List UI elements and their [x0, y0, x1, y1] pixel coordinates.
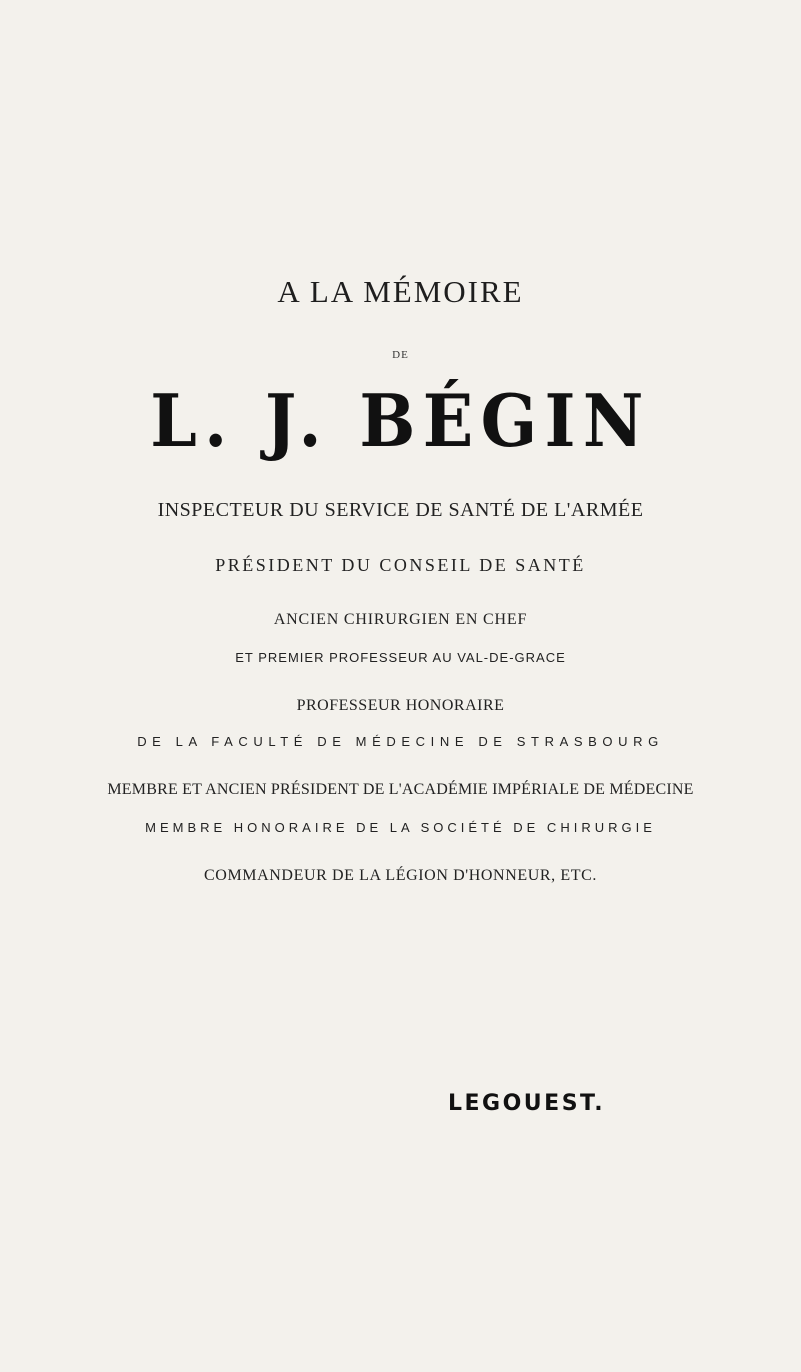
title-faculte: DE LA FACULTÉ DE MÉDECINE DE STRASBOURG	[137, 734, 664, 749]
title-president-conseil: PRÉSIDENT DU CONSEIL DE SANTÉ	[215, 555, 586, 575]
title-premier-professeur: ET PREMIER PROFESSEUR AU VAL-DE-GRACE	[235, 650, 566, 665]
dedication-de: DE	[392, 349, 409, 361]
title-societe-chirurgie: MEMBRE HONORAIRE DE LA SOCIÉTÉ DE CHIRURGIE	[145, 820, 656, 835]
title-ancien-chirurgien: ANCIEN CHIRURGIEN EN CHEF	[273, 611, 528, 628]
title-inspecteur: INSPECTEUR DU SERVICE DE SANTÉ DE L'ARMÉE	[157, 499, 644, 521]
title-academie: MEMBRE ET ANCIEN PRÉSIDENT DE L'ACADÉMIE IMPÉRIALE DE MÉDECINE	[107, 781, 694, 798]
title-legion-honneur: COMMANDEUR DE LA LÉGION D'HONNEUR, ETC.	[204, 867, 597, 884]
honoree-name: L. J. BÉGIN	[150, 378, 651, 463]
author-signature: LEGOUEST.	[448, 1091, 606, 1116]
dedication-heading: A LA MÉMOIRE	[277, 274, 524, 309]
title-professeur-honoraire: PROFESSEUR HONORAIRE	[296, 697, 505, 714]
